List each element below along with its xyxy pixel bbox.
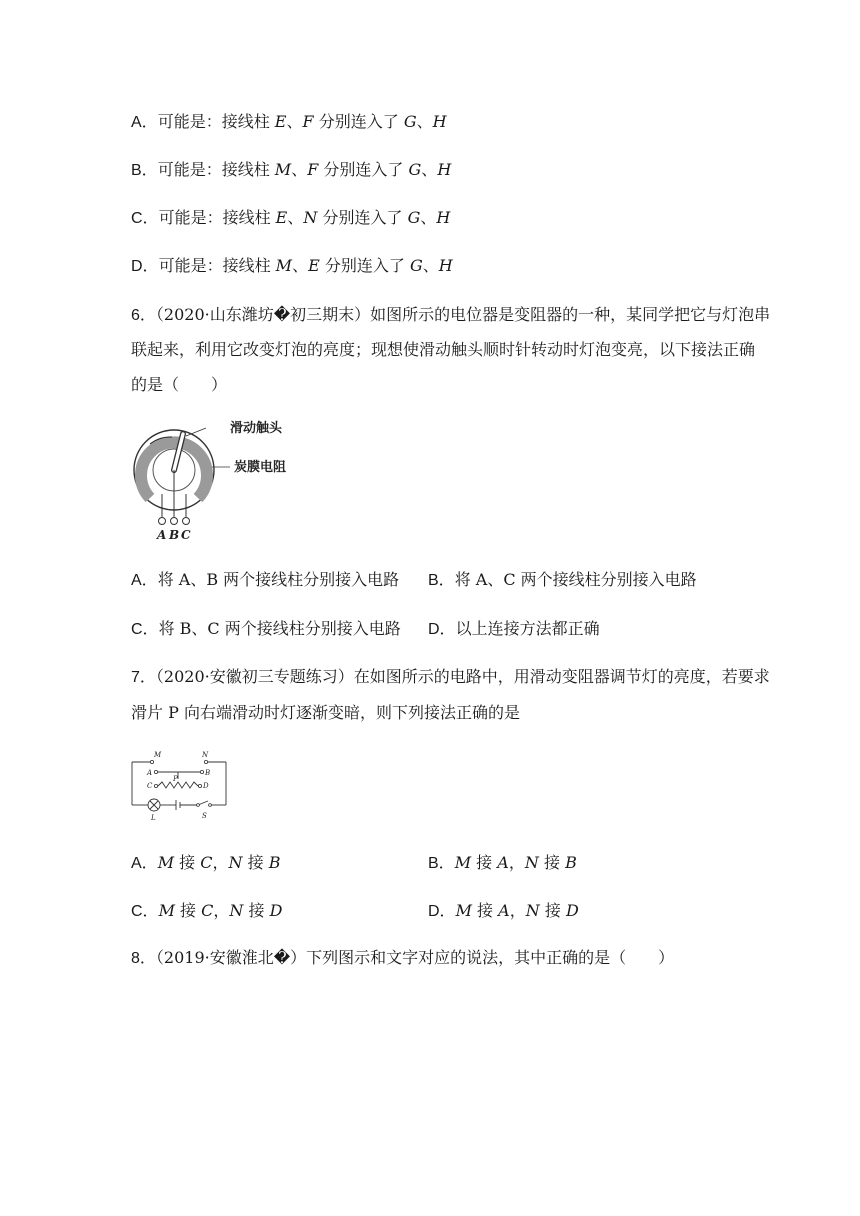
terminal: F (307, 160, 319, 179)
option-label: C． (131, 210, 159, 227)
terminal-m (150, 760, 153, 763)
q6-stem-line-2: 联起来，利用它改变灯泡的亮度；现想使滑动触头顺时针转动时灯泡变亮，以下接法正确 (131, 340, 756, 359)
terminal: C (201, 901, 214, 920)
option-label: D． (428, 903, 456, 920)
terminal-c (154, 784, 157, 787)
terminal: H (438, 256, 453, 275)
label-a: A (157, 528, 167, 542)
option-label: B． (428, 855, 455, 872)
option-label: B． (428, 572, 455, 589)
terminal: M (158, 901, 175, 920)
terminal-d (198, 784, 201, 787)
connect-word: 接 (247, 853, 264, 872)
separator: 、 (421, 160, 438, 179)
q7-stem-line-2: 滑片 P 向右端滑动时灯逐渐变暗，则下列接法正确的是 (131, 703, 520, 722)
terminal-n (204, 760, 207, 763)
q7-option-b (428, 853, 577, 874)
question-number: 8． (131, 950, 156, 967)
terminal: N (229, 901, 244, 920)
label-b: B (205, 769, 211, 777)
terminal-b (200, 770, 203, 773)
q6-stem-line-3: 的是（ ） (131, 375, 228, 394)
option-mid: 分别连入了 (318, 112, 399, 131)
option-text: 将 B、C 两个接线柱分别接入电路 (158, 619, 401, 638)
option-prefix: 可能是：接线柱 (158, 256, 271, 275)
terminal: H (432, 112, 447, 131)
potentiometer-figure (128, 410, 308, 545)
question-number: 7． (131, 669, 156, 686)
label-b: B (169, 528, 180, 542)
option-text: 以上连接方法都正确 (455, 619, 600, 638)
terminal: M (455, 901, 472, 920)
terminal: C (200, 853, 213, 872)
q6-option-c (131, 619, 401, 640)
terminal: M (454, 853, 472, 872)
connect-word: 接 (179, 853, 196, 872)
separator: 、 (286, 112, 303, 131)
terminal: M (275, 256, 293, 275)
label-s: S (202, 812, 207, 820)
label-p: P (173, 775, 178, 783)
q5-option-c (131, 208, 450, 229)
option-label: A． (131, 572, 158, 589)
q8-stem (131, 948, 674, 969)
terminal: D (565, 901, 579, 920)
circuit-figure (128, 750, 238, 825)
separator: 、 (416, 112, 433, 131)
option-mid: 分别连入了 (322, 208, 403, 227)
label-l: L (151, 814, 156, 822)
label-slider: 滑动触头 (230, 421, 283, 436)
connect-word: 接 (543, 853, 560, 872)
terminal: N (303, 208, 318, 227)
option-label: A． (131, 114, 158, 131)
q6-option-b (428, 570, 697, 591)
terminal: B (565, 853, 577, 872)
terminal: E (308, 256, 320, 275)
option-mid: 分别连入了 (324, 256, 405, 275)
connect-word: 接 (180, 901, 197, 920)
terminal: B (268, 853, 281, 872)
separator: 、 (287, 208, 304, 227)
connect-word: 接 (248, 901, 265, 920)
separator: ， (213, 901, 230, 920)
switch-pivot (197, 804, 200, 807)
separator: ， (509, 901, 526, 920)
label-c: C (147, 782, 153, 790)
q7-option-c (131, 901, 282, 922)
terminal: E (275, 208, 288, 227)
q6-line1: （2020·山东潍坊�初三期末）如图所示的电位器是变阻器的一种，某同学把它与灯泡串 (155, 305, 771, 324)
q7-option-d (428, 901, 579, 922)
option-mid: 分别连入了 (323, 160, 404, 179)
leader-slider (186, 428, 206, 436)
rheostat-coil (158, 782, 198, 788)
q7-stem-line-1 (131, 667, 770, 688)
separator: 、 (291, 160, 308, 179)
connect-word: 接 (476, 853, 493, 872)
q6-option-a (131, 570, 399, 591)
terminal: H (436, 208, 451, 227)
terminal-a-dot (159, 518, 166, 525)
terminal: F (302, 112, 314, 131)
q6-stem-line-1 (131, 305, 770, 326)
terminal-c-dot (183, 518, 190, 525)
terminal: E (274, 112, 287, 131)
option-label: A． (131, 855, 158, 872)
terminal: M (274, 160, 292, 179)
q5-option-b (131, 160, 451, 181)
terminal: N (228, 853, 243, 872)
separator: ， (212, 853, 229, 872)
q5-option-a (131, 112, 447, 133)
terminal: N (524, 853, 539, 872)
option-label: D． (428, 621, 456, 638)
terminal: A (497, 853, 509, 872)
option-label: B． (131, 162, 158, 179)
option-text: 将 A、B 两个接线柱分别接入电路 (157, 570, 400, 589)
separator: 、 (292, 256, 309, 275)
option-label: C． (131, 621, 159, 638)
label-c: C (181, 528, 191, 542)
separator: 、 (420, 208, 437, 227)
label-m: M (154, 751, 162, 759)
option-prefix: 可能是：接线柱 (158, 208, 271, 227)
terminal-a (154, 770, 157, 773)
option-text: 将 A、C 两个接线柱分别接入电路 (454, 570, 697, 589)
terminal: G (408, 160, 422, 179)
label-d: D (203, 782, 209, 790)
label-a: A (147, 769, 153, 777)
terminal: G (407, 208, 421, 227)
connect-word: 接 (544, 901, 561, 920)
terminal: H (437, 160, 452, 179)
terminal: G (403, 112, 417, 131)
separator: 、 (422, 256, 439, 275)
option-label: D． (131, 258, 159, 275)
terminal-b-dot (171, 518, 178, 525)
separator: ， (508, 853, 525, 872)
option-label: C． (131, 903, 159, 920)
terminal: G (409, 256, 423, 275)
terminal: N (525, 901, 540, 920)
switch-contact (209, 804, 212, 807)
terminal: A (498, 901, 510, 920)
connect-word: 接 (477, 901, 494, 920)
label-resistor: 炭膜电阻 (234, 460, 287, 475)
terminal: D (269, 901, 283, 920)
q5-option-d (131, 256, 453, 277)
q8-text: （2019·安徽淮北�）下列图示和文字对应的说法，其中正确的是（ ） (155, 948, 675, 967)
q7-line1: （2020·安徽初三专题练习）在如图所示的电路中，用滑动变阻器调节灯的亮度，若要求 (155, 667, 770, 686)
q6-option-d (428, 619, 600, 640)
label-n: N (202, 751, 209, 759)
option-prefix: 可能是：接线柱 (157, 160, 270, 179)
q7-option-a (131, 853, 281, 874)
option-prefix: 可能是：接线柱 (157, 112, 270, 131)
terminal: M (157, 853, 175, 872)
question-number: 6． (131, 307, 156, 324)
